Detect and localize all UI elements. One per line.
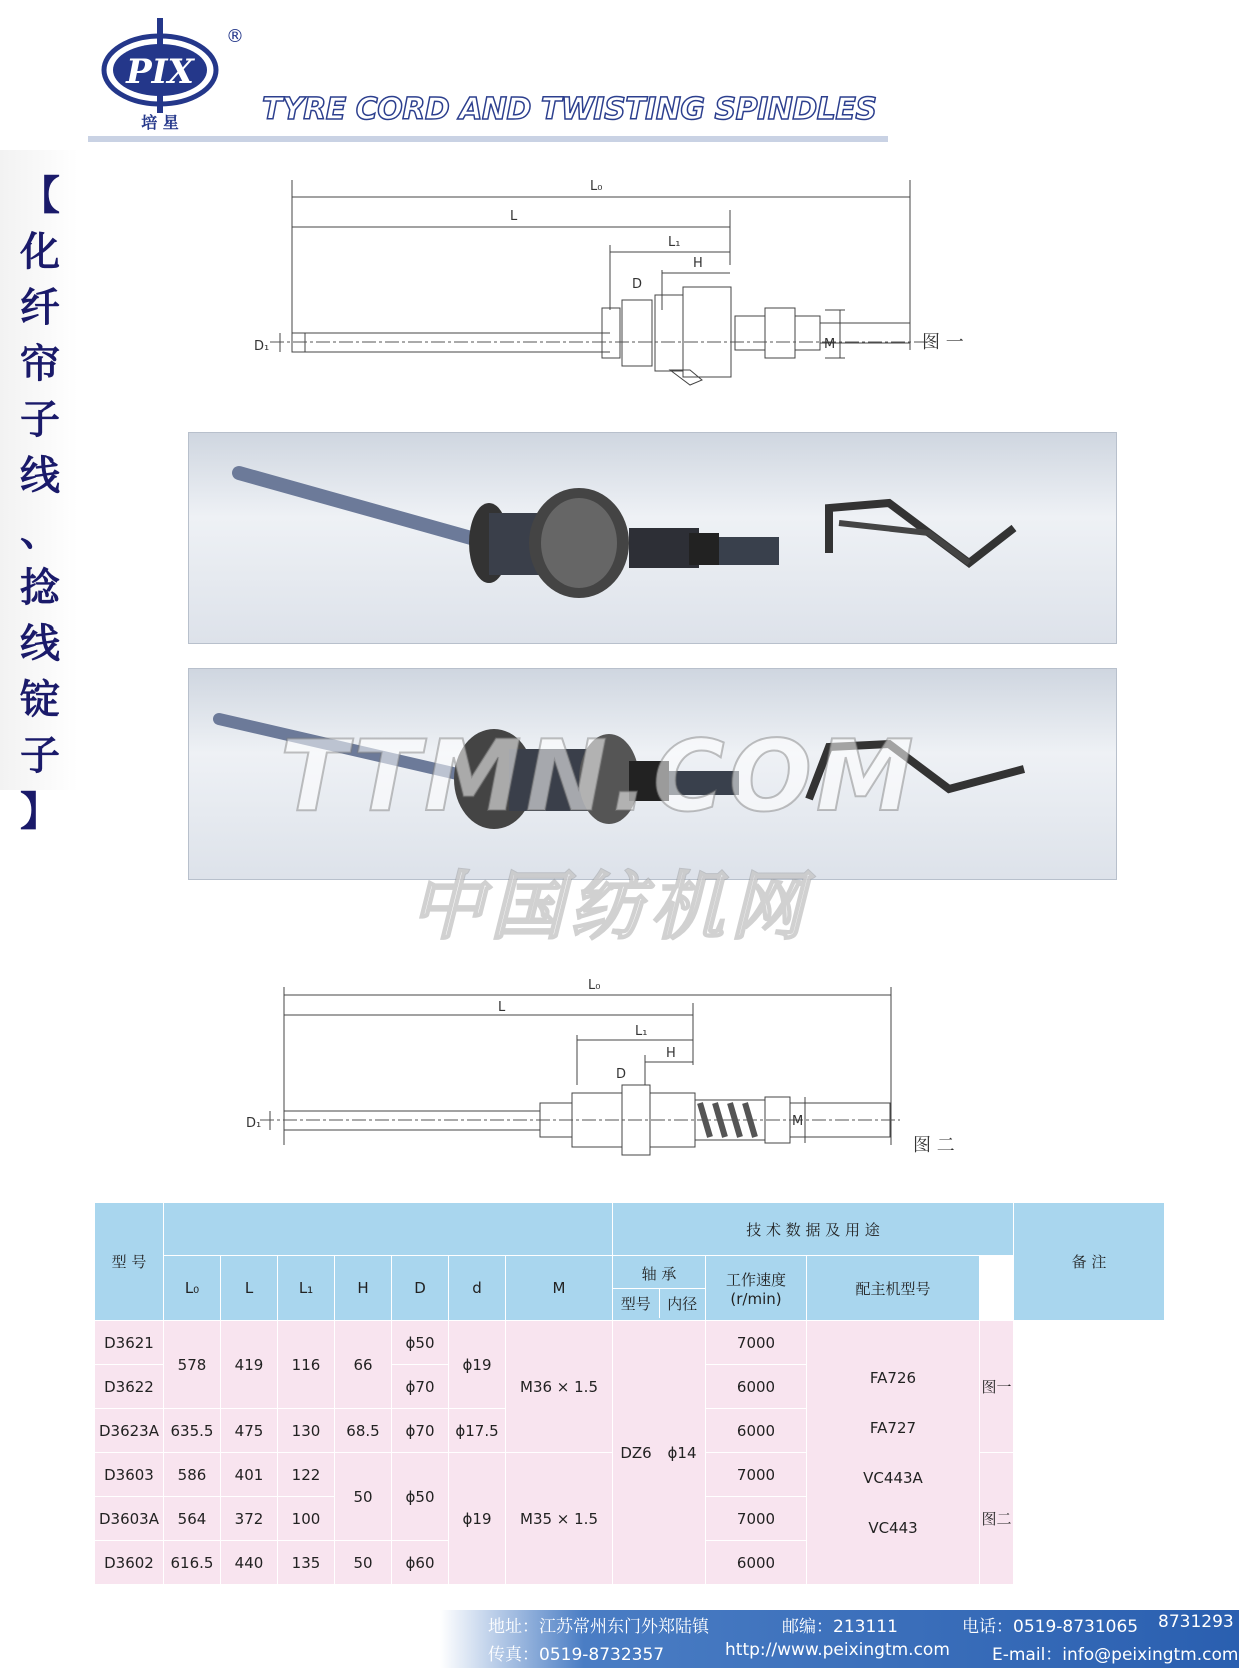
cell-speed: 6000 [706,1409,807,1453]
cell-H: 66 [335,1321,392,1409]
dim-H: H [666,1046,676,1061]
cell-D: ϕ70 [392,1365,449,1409]
dim-H: H [693,256,703,271]
dim-D: D [632,277,643,292]
header-tech: 技 术 数 据 及 用 途 [613,1203,1014,1256]
cell-model: D3621 [95,1321,164,1365]
cell-model: D3602 [95,1541,164,1585]
dim-D1: D₁ [254,339,270,354]
cell-bearing-inner: ϕ14 [667,1443,697,1462]
cell-speed: 6000 [706,1541,807,1585]
footer-fax: 传真：0519-8732357 [488,1645,665,1665]
page-title: TYRE CORD AND TWISTING SPINDLES [262,92,877,127]
cell-L: 401 [221,1453,278,1497]
cell-D: ϕ60 [392,1541,449,1585]
header-model: 型 号 [95,1203,164,1321]
header-note: 备 注 [1014,1203,1165,1321]
header-speed [706,1256,807,1321]
dim-D1: D₁ [246,1116,262,1131]
header-divider [88,136,888,142]
table-row [95,1321,1165,1365]
cell-model: D3603 [95,1453,164,1497]
spindle-diagram-2 [240,975,980,1175]
machine-vc443a: VC443A [863,1468,923,1487]
side-title: 【 化 纤 帘 子 线 、 捻 线 锭 子 】 [20,173,60,835]
cell-D: ϕ50 [392,1453,449,1541]
header-H: H [335,1256,392,1321]
cell-model: D3623A [95,1409,164,1453]
header-L1: L₁ [278,1256,335,1321]
dim-L0: L₀ [590,179,603,194]
cell-speed: 6000 [706,1365,807,1409]
dim-L0: L₀ [588,978,601,993]
cell-L1: 135 [278,1541,335,1585]
footer-phone2: 8731293 [1158,1612,1234,1632]
cell-M: M36 × 1.5 [506,1321,613,1453]
figure-2-label: 图 二 [913,1135,955,1156]
dim-L: L [498,1000,506,1015]
cell-M: M35 × 1.5 [506,1453,613,1585]
footer-website-link[interactable]: http://www.peixingtm.com [725,1640,950,1660]
cell-H: 68.5 [335,1409,392,1453]
cell-L: 475 [221,1409,278,1453]
footer-postcode: 邮编：213111 [782,1617,898,1637]
header-bearing-label: 轴 承 [613,1259,705,1289]
footer-phone: 电话：0519-8731065 [962,1617,1139,1637]
cell-speed: 7000 [706,1321,807,1365]
dim-D: D [616,1067,627,1082]
header-d: d [449,1256,506,1321]
cell-model: D3622 [95,1365,164,1409]
cell-bearing [613,1321,706,1585]
cell-H: 50 [335,1453,392,1541]
company-logo [88,18,244,133]
spindle-photo-1 [188,432,1117,644]
footer-email-link[interactable]: E-mail：info@peixingtm.com [992,1645,1239,1665]
header-speed-unit: (r/min) [730,1289,782,1308]
header-L: L [221,1256,278,1321]
cell-L0: 564 [164,1497,221,1541]
cell-L: 419 [221,1321,278,1409]
header-machine: 配主机型号 [807,1256,980,1321]
dim-L: L [510,209,518,224]
header-D: D [392,1256,449,1321]
header-speed-label: 工作速度 [725,1270,786,1289]
cell-L1: 130 [278,1409,335,1453]
cell-L1: 116 [278,1321,335,1409]
header-L0: L₀ [164,1256,221,1321]
contact-footer [440,1610,1239,1668]
cell-note-2: 图二 [980,1453,1014,1585]
cell-bearing-type: DZ6 [620,1443,652,1462]
dim-L1: L₁ [668,235,681,250]
cell-d: ϕ17.5 [449,1409,506,1453]
footer-address: 地址：江苏常州东门外郑陆镇 [488,1617,709,1637]
cell-d: ϕ19 [449,1453,506,1585]
header-dims-blank [164,1203,613,1256]
cell-note-1: 图一 [980,1321,1014,1453]
watermark-en: TTMN.COM [280,720,918,834]
spec-table [94,1202,1165,1585]
dim-M: M [792,1114,804,1129]
cell-D: ϕ70 [392,1409,449,1453]
cell-L1: 100 [278,1497,335,1541]
cell-H: 50 [335,1541,392,1585]
figure-1-label: 图 一 [922,332,964,353]
header-bearing-inner: 内径 [667,1294,698,1313]
machine-vc443: VC443 [868,1518,918,1537]
machine-fa726: FA726 [869,1368,917,1387]
logo-cn-text: 培 星 [141,113,179,132]
cell-model: D3603A [95,1497,164,1541]
cell-L0: 578 [164,1321,221,1409]
cell-speed: 7000 [706,1453,807,1497]
cell-L0: 635.5 [164,1409,221,1453]
cell-L1: 122 [278,1453,335,1497]
cell-L: 440 [221,1541,278,1585]
header-bearing-type: 型号 [613,1289,660,1318]
logo-text: PIX [126,52,194,92]
machine-fa727: FA727 [869,1418,917,1437]
watermark-cn: 中国纺机网 [410,864,810,950]
dim-L1: L₁ [635,1024,648,1039]
cell-d: ϕ19 [449,1321,506,1409]
dim-M: M [824,337,836,352]
cell-L0: 616.5 [164,1541,221,1585]
cell-L: 372 [221,1497,278,1541]
spindle-diagram-1 [250,170,990,420]
header-M: M [506,1256,613,1321]
cell-L0: 586 [164,1453,221,1497]
cell-machine [807,1321,980,1585]
cell-D: ϕ50 [392,1321,449,1365]
registered-mark: ® [226,26,244,47]
header-bearing [613,1256,706,1321]
cell-speed: 7000 [706,1497,807,1541]
